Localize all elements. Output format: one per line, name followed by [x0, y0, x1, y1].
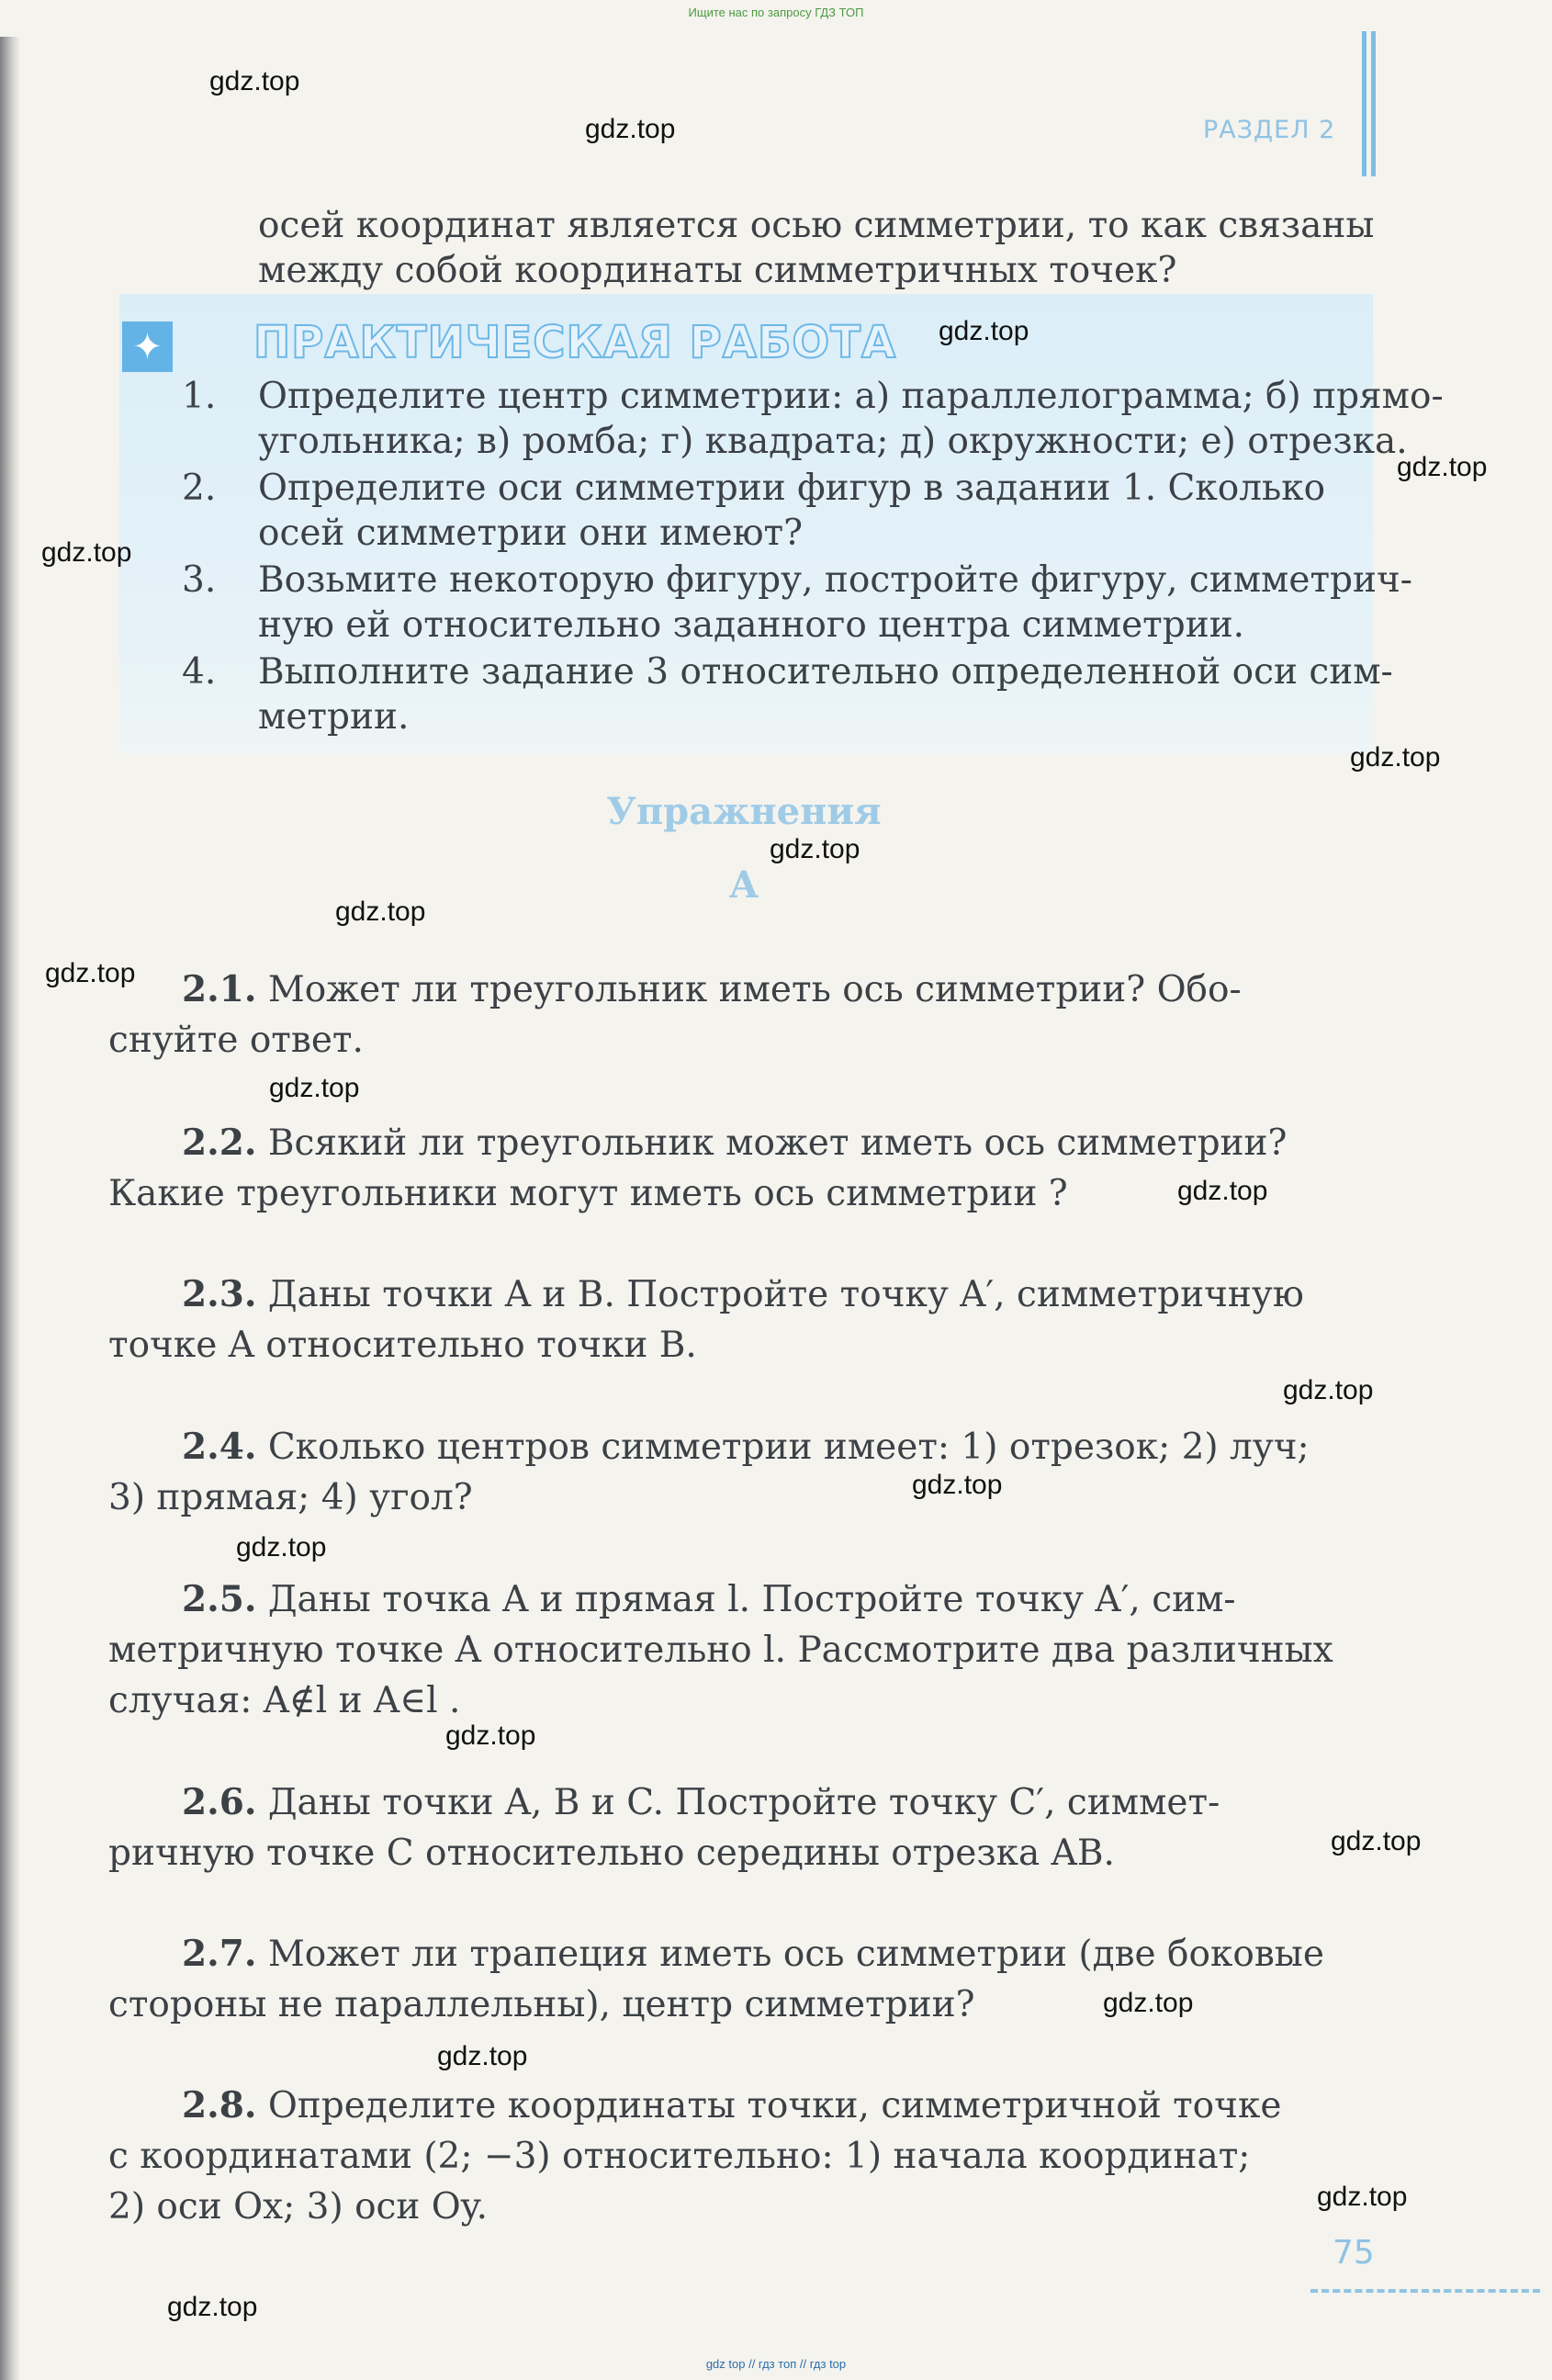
watermark: gdz.top	[1397, 452, 1488, 482]
exercises-level: А	[728, 863, 759, 907]
exercise-2-3-line-2: точке A относительно точки B.	[108, 1325, 697, 1366]
watermark: gdz.top	[437, 2041, 528, 2071]
exercise-2-5-line-1: 2.5. Даны точка A и прямая l. Постройте точку A′, сим-	[182, 1578, 1236, 1620]
practice-item-2-line-2: осей симметрии они имеют?	[258, 513, 804, 554]
practice-item-1-line-2: угольника; в) ромба; г) квадрата; д) окружности; е) отрезка.	[258, 421, 1408, 462]
section-label: РАЗДЕЛ 2	[1203, 116, 1336, 144]
practice-item-4	[258, 649, 1393, 739]
exercise-2-6-line-2: ричную точке C относительно середины отрезка AB.	[108, 1833, 1115, 1874]
practice-item-2	[258, 466, 1325, 556]
exercise-2-1-line-1: 2.1. Может ли треугольник иметь ось симметрии? Обо-	[182, 968, 1242, 1010]
practice-item-3-line-2: ную ей относительно заданного центра симметрии.	[258, 604, 1245, 646]
watermark: gdz.top	[912, 1470, 1003, 1500]
exercises-heading: Упражнения	[606, 790, 882, 833]
watermark: gdz.top	[1331, 1826, 1422, 1856]
exercise-2-6-line-1: 2.6. Даны точки A, B и C. Постройте точку C′, симмет-	[182, 1781, 1220, 1823]
bottom-note: gdz top // гдз топ // гдз top	[705, 2357, 847, 2371]
intro-line-1: осей координат является осью симметрии, то как связаны	[258, 205, 1375, 246]
exercise-2-7-line-2: стороны не параллельны), центр симметрии?	[108, 1984, 975, 2025]
intro-text	[258, 203, 1374, 293]
page-number: 75	[1333, 2234, 1375, 2272]
intro-line-2: между собой координаты симметричных точек?	[258, 250, 1177, 291]
practice-title: ПРАКТИЧЕСКАЯ РАБОТА	[253, 317, 897, 368]
practice-item-4-line-2: метрии.	[258, 696, 410, 738]
exercise-2-8-line-1: 2.8. Определите координаты точки, симметричной точке	[182, 2084, 1282, 2126]
watermark: gdz.top	[269, 1073, 360, 1103]
exercise-2-8-line-3: 2) оси Ox; 3) оси Oy.	[108, 2186, 489, 2228]
star-icon: ✦	[122, 321, 173, 372]
watermark: gdz.top	[445, 1720, 536, 1751]
watermark: gdz.top	[1350, 742, 1441, 773]
practice-item-2-line-1: Определите оси симметрии фигур в задании 1. Сколько	[258, 468, 1326, 509]
exercise-2-3-line-1: 2.3. Даны точки A и B. Постройте точку A′, симметричную	[182, 1273, 1304, 1315]
watermark: gdz.top	[585, 114, 676, 144]
page-binding-edge	[0, 37, 20, 2380]
watermark: gdz.top	[770, 834, 860, 864]
practice-item-1	[258, 374, 1444, 464]
practice-item-num-4: 4.	[182, 651, 217, 693]
exercise-2-1-line-2: снуйте ответ.	[108, 1020, 364, 1061]
watermark: gdz.top	[209, 66, 300, 96]
exercise-2-4-line-2: 3) прямая; 4) угол?	[108, 1477, 473, 1518]
watermark: gdz.top	[167, 2292, 258, 2322]
exercise-2-5-line-3: случая: A∉l и A∈l .	[108, 1680, 461, 1721]
watermark: gdz.top	[1283, 1375, 1374, 1405]
watermark: gdz.top	[1103, 1988, 1194, 2018]
practice-item-4-line-1: Выполните задание 3 относительно определенной оси сим-	[258, 651, 1393, 693]
watermark: gdz.top	[236, 1532, 327, 1562]
watermark: gdz.top	[1177, 1176, 1268, 1206]
watermark: gdz.top	[41, 537, 132, 568]
practice-item-num-2: 2.	[182, 468, 217, 509]
practice-item-3	[258, 558, 1412, 648]
watermark: gdz.top	[335, 897, 426, 927]
practice-item-1-line-1: Определите центр симметрии: а) параллелограмма; б) прямо-	[258, 376, 1444, 417]
watermark: gdz.top	[939, 316, 1029, 346]
practice-item-num-1: 1.	[182, 376, 217, 417]
top-search-note: Ищите нас по запросу ГДЗ ТОП	[688, 6, 864, 19]
exercise-2-4-line-1: 2.4. Сколько центров симметрии имеет: 1) отрезок; 2) луч;	[182, 1426, 1310, 1468]
practice-item-num-3: 3.	[182, 559, 217, 601]
exercise-2-5-line-2: метричную точке A относительно l. Рассмотрите два различных	[108, 1630, 1333, 1671]
watermark: gdz.top	[45, 958, 136, 988]
watermark: gdz.top	[1317, 2182, 1408, 2212]
exercise-2-7-line-1: 2.7. Может ли трапеция иметь ось симметрии (две боковые	[182, 1933, 1324, 1975]
exercise-2-2-line-2: Какие треугольники могут иметь ось симметрии ?	[108, 1173, 1068, 1214]
practice-item-3-line-1: Возьмите некоторую фигуру, постройте фигуру, симметрич-	[258, 559, 1412, 601]
footer-dashed-line	[1310, 2289, 1540, 2293]
exercise-2-2-line-1: 2.2. Всякий ли треугольник может иметь ось симметрии?	[182, 1122, 1288, 1164]
exercise-2-8-line-2: с координатами (2; −3) относительно: 1) начала координат;	[108, 2136, 1251, 2177]
section-marker-bars	[1362, 31, 1380, 176]
